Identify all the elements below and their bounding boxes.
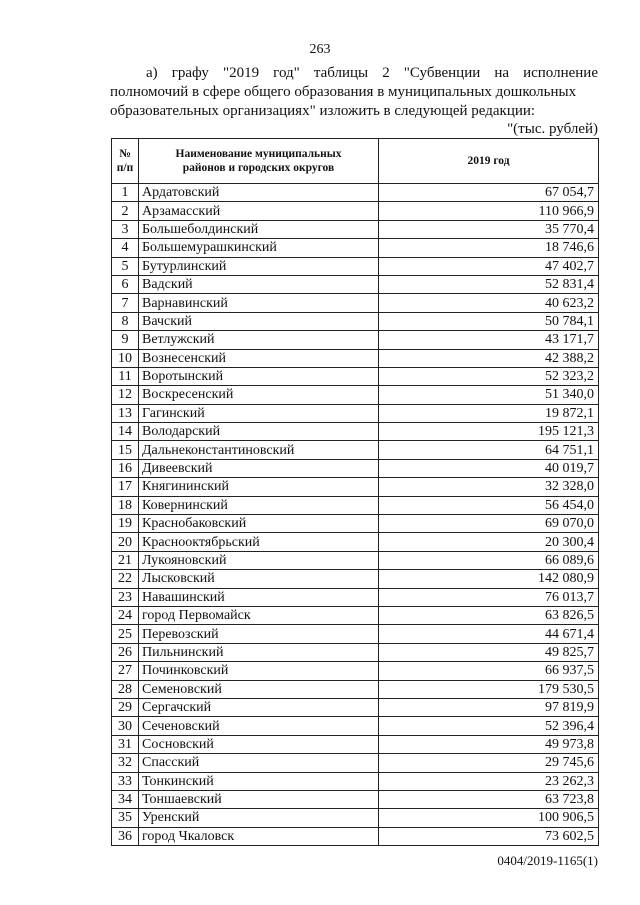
row-value: 47 402,7 [379, 257, 599, 275]
row-value: 63 723,8 [379, 790, 599, 808]
row-name: Сергачский [139, 698, 379, 716]
table-row [112, 551, 599, 569]
table-row [112, 275, 599, 293]
row-value: 32 328,0 [379, 478, 599, 496]
table-row [112, 680, 599, 698]
row-name: Ветлужский [139, 331, 379, 349]
row-number: 21 [112, 551, 139, 569]
intro-line-3: образовательных организациях" изложить в следующей редакции: [110, 103, 536, 119]
row-number: 9 [112, 331, 139, 349]
row-name: Краснооктябрьский [139, 533, 379, 551]
row-number: 2 [112, 202, 139, 220]
row-name: Дальнеконстантиновский [139, 441, 379, 459]
row-value: 49 825,7 [379, 643, 599, 661]
row-name: Лукояновский [139, 551, 379, 569]
row-value: 42 388,2 [379, 349, 599, 367]
document-code: 0404/2019-1165(1) [497, 853, 598, 868]
row-number: 7 [112, 294, 139, 312]
row-value: 35 770,4 [379, 220, 599, 238]
page-number: 263 [309, 42, 331, 57]
row-value: 40 019,7 [379, 459, 599, 477]
table-row [112, 698, 599, 716]
table-row [112, 404, 599, 422]
row-number: 34 [112, 790, 139, 808]
row-name: Володарский [139, 423, 379, 441]
table-row [112, 643, 599, 661]
row-value: 63 826,5 [379, 606, 599, 624]
table-row [112, 735, 599, 753]
row-name: Дивеевский [139, 459, 379, 477]
row-number: 17 [112, 478, 139, 496]
row-number: 11 [112, 367, 139, 385]
table-header-row [112, 139, 599, 184]
row-name: Спасский [139, 754, 379, 772]
row-value: 29 745,6 [379, 754, 599, 772]
row-name: город Первомайск [139, 606, 379, 624]
row-value: 51 340,0 [379, 386, 599, 404]
table-row [112, 386, 599, 404]
row-value: 179 530,5 [379, 680, 599, 698]
row-name: Большеболдинский [139, 220, 379, 238]
table-row [112, 625, 599, 643]
row-value: 23 262,3 [379, 772, 599, 790]
table-row [112, 790, 599, 808]
row-name: Починковский [139, 662, 379, 680]
row-number: 3 [112, 220, 139, 238]
table-row [112, 496, 599, 514]
header-name: Наименование муниципальных районов и городских округов [139, 139, 379, 184]
row-value: 18 746,6 [379, 239, 599, 257]
row-name: Навашинский [139, 588, 379, 606]
row-value: 49 973,8 [379, 735, 599, 753]
row-name: Бутурлинский [139, 257, 379, 275]
table-row [112, 441, 599, 459]
row-value: 43 171,7 [379, 331, 599, 349]
row-number: 10 [112, 349, 139, 367]
row-number: 8 [112, 312, 139, 330]
row-name: Ковернинский [139, 496, 379, 514]
header-year: 2019 год [379, 139, 599, 184]
row-number: 18 [112, 496, 139, 514]
row-number: 22 [112, 570, 139, 588]
table-body [112, 184, 599, 846]
table-row [112, 570, 599, 588]
row-name: Вадский [139, 275, 379, 293]
table-row [112, 312, 599, 330]
row-number: 14 [112, 423, 139, 441]
row-value: 195 121,3 [379, 423, 599, 441]
row-number: 32 [112, 754, 139, 772]
row-value: 110 966,9 [379, 202, 599, 220]
row-name: Ардатовский [139, 184, 379, 202]
table-row [112, 772, 599, 790]
row-value: 142 080,9 [379, 570, 599, 588]
row-number: 12 [112, 386, 139, 404]
units-note: "(тыс. рублей) [507, 121, 598, 137]
table-row [112, 239, 599, 257]
row-name: Тонкинский [139, 772, 379, 790]
table-row [112, 827, 599, 845]
intro-paragraph [110, 64, 598, 121]
table-row [112, 220, 599, 238]
row-name: Гагинский [139, 404, 379, 422]
table-row [112, 588, 599, 606]
row-number: 27 [112, 662, 139, 680]
row-name: Варнавинский [139, 294, 379, 312]
header-num: № п/п [112, 139, 139, 184]
table-row [112, 662, 599, 680]
row-name: Перевозский [139, 625, 379, 643]
table-row [112, 809, 599, 827]
intro-line-1: а) графу "2019 год" таблицы 2 "Субвенции на исполнение [146, 65, 598, 81]
row-number: 29 [112, 698, 139, 716]
row-value: 52 396,4 [379, 717, 599, 735]
table-row [112, 423, 599, 441]
row-value: 66 937,5 [379, 662, 599, 680]
table-row [112, 606, 599, 624]
table-row [112, 184, 599, 202]
subventions-table [111, 138, 599, 846]
row-name: Княгининский [139, 478, 379, 496]
row-name: Семеновский [139, 680, 379, 698]
row-number: 13 [112, 404, 139, 422]
row-name: Пильнинский [139, 643, 379, 661]
row-name: Лысковский [139, 570, 379, 588]
row-number: 16 [112, 459, 139, 477]
intro-line-2: полномочий в сфере общего образования в муниципальных дошкольных [110, 84, 577, 100]
row-number: 20 [112, 533, 139, 551]
row-value: 73 602,5 [379, 827, 599, 845]
row-value: 20 300,4 [379, 533, 599, 551]
row-number: 19 [112, 515, 139, 533]
row-name: Арзамасский [139, 202, 379, 220]
row-name: Тоншаевский [139, 790, 379, 808]
table-row [112, 331, 599, 349]
row-number: 26 [112, 643, 139, 661]
row-value: 44 671,4 [379, 625, 599, 643]
table-row [112, 459, 599, 477]
table-row [112, 478, 599, 496]
row-value: 66 089,6 [379, 551, 599, 569]
row-value: 67 054,7 [379, 184, 599, 202]
row-number: 24 [112, 606, 139, 624]
row-number: 23 [112, 588, 139, 606]
row-value: 52 831,4 [379, 275, 599, 293]
row-number: 4 [112, 239, 139, 257]
row-name: Сосновский [139, 735, 379, 753]
row-name: Сеченовский [139, 717, 379, 735]
row-value: 100 906,5 [379, 809, 599, 827]
row-name: Уренский [139, 809, 379, 827]
table-row [112, 294, 599, 312]
row-value: 64 751,1 [379, 441, 599, 459]
row-number: 15 [112, 441, 139, 459]
row-name: город Чкаловск [139, 827, 379, 845]
table-row [112, 533, 599, 551]
row-value: 69 070,0 [379, 515, 599, 533]
row-value: 40 623,2 [379, 294, 599, 312]
row-number: 31 [112, 735, 139, 753]
table-row [112, 515, 599, 533]
row-name: Воротынский [139, 367, 379, 385]
row-number: 36 [112, 827, 139, 845]
row-name: Вознесенский [139, 349, 379, 367]
row-number: 35 [112, 809, 139, 827]
row-number: 6 [112, 275, 139, 293]
row-number: 5 [112, 257, 139, 275]
row-value: 19 872,1 [379, 404, 599, 422]
row-name: Краснобаковский [139, 515, 379, 533]
row-number: 30 [112, 717, 139, 735]
row-value: 56 454,0 [379, 496, 599, 514]
table-row [112, 202, 599, 220]
table-row [112, 717, 599, 735]
table-row [112, 257, 599, 275]
row-number: 33 [112, 772, 139, 790]
row-number: 1 [112, 184, 139, 202]
row-value: 97 819,9 [379, 698, 599, 716]
row-name: Воскресенский [139, 386, 379, 404]
table-row [112, 349, 599, 367]
row-name: Большемурашкинский [139, 239, 379, 257]
row-value: 76 013,7 [379, 588, 599, 606]
row-number: 25 [112, 625, 139, 643]
row-value: 52 323,2 [379, 367, 599, 385]
table-row [112, 754, 599, 772]
table-row [112, 367, 599, 385]
row-name: Вачский [139, 312, 379, 330]
row-value: 50 784,1 [379, 312, 599, 330]
row-number: 28 [112, 680, 139, 698]
